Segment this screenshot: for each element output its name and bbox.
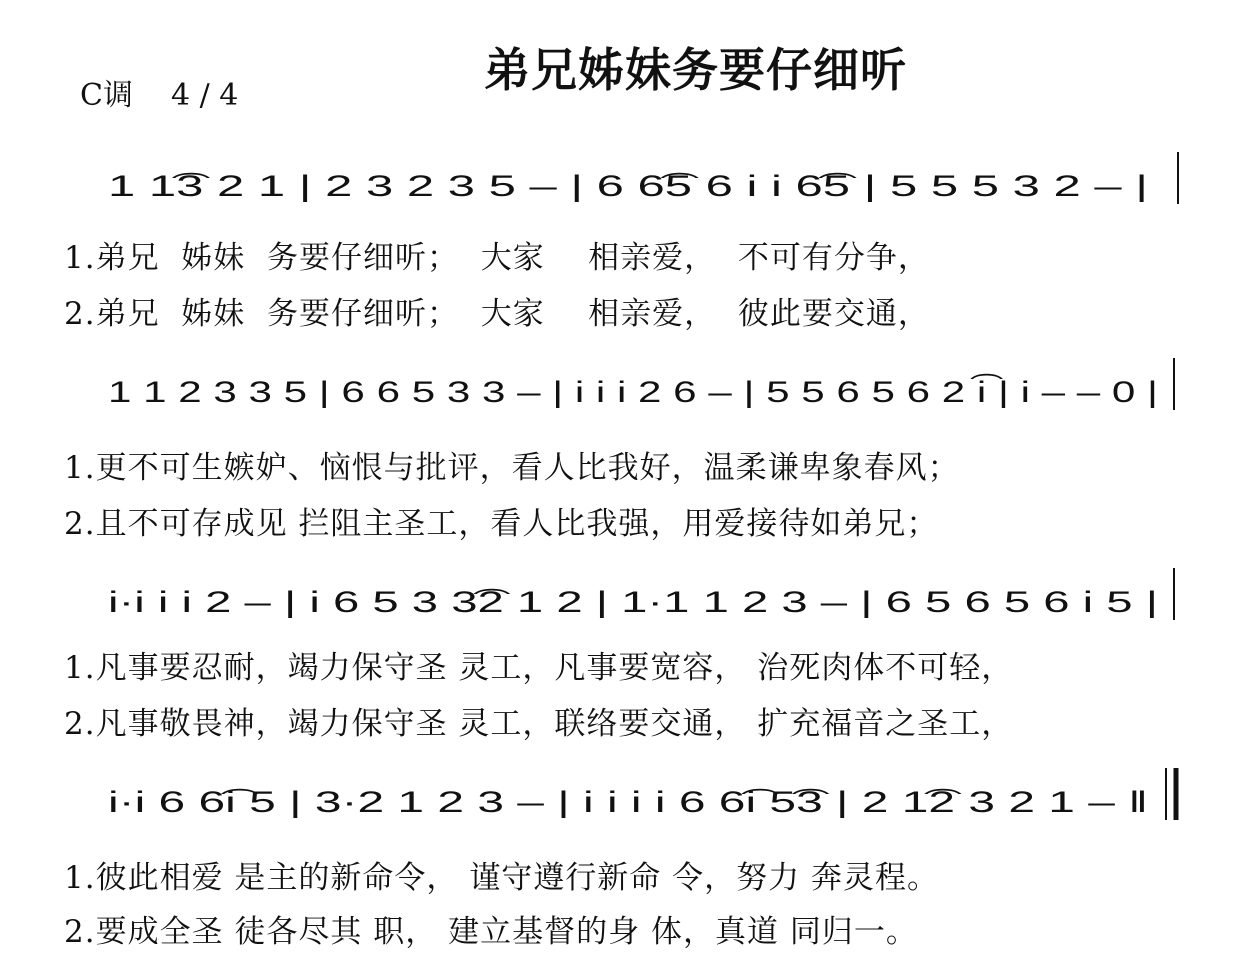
verse-text: 彼此相爱 是主的新命令， 谨守遵行新命 令，努力 奔灵程。 bbox=[95, 860, 939, 896]
notation-text: i·i i i 2 – | i 6 5 3 3͡2 1 2 | 1·1 1 2 3 – | 6 5 6 5 6 i 5 | bbox=[108, 586, 1158, 619]
verse-text: 要成全圣 徒各尽其 职， 建立基督的身 体，真道 同归一。 bbox=[95, 914, 918, 950]
verse-line bbox=[64, 442, 960, 487]
verse-text: 且不可存成见 拦阻主圣工，看人比我强，用爱接待如弟兄； bbox=[95, 506, 939, 542]
verse-number: 1. bbox=[64, 650, 96, 686]
verse-number: 1. bbox=[64, 860, 96, 896]
verse-number: 1. bbox=[64, 240, 96, 276]
verse-text: 凡事敬畏神，竭力保守圣 灵工，联络要交通， 扩充福音之圣工， bbox=[95, 706, 1014, 742]
verse-text: 弟兄 姊妹 务要仔细听； 大家 相亲爱， 彼此要交通， bbox=[95, 296, 930, 332]
key-signature: C调 bbox=[80, 78, 133, 113]
verse-number: 2. bbox=[64, 706, 96, 742]
verse-line bbox=[64, 906, 918, 951]
verse-text: 弟兄 姊妹 务要仔细听； 大家 相亲爱， 不可有分争， bbox=[95, 240, 930, 276]
verse-number: 2. bbox=[64, 296, 96, 332]
song-title: 弟兄姊妹务要仔细听 bbox=[484, 43, 907, 97]
verse-number: 1. bbox=[64, 450, 96, 486]
verse-number: 2. bbox=[64, 506, 96, 542]
verse-number: 2. bbox=[64, 914, 96, 950]
verse-line bbox=[64, 288, 930, 333]
verse-line bbox=[64, 698, 1013, 743]
verse-line bbox=[64, 498, 938, 543]
key-and-time-signature bbox=[80, 70, 238, 114]
verse-line bbox=[64, 852, 939, 897]
verse-text: 更不可生嫉妒、恼恨与批评，看人比我好，温柔谦卑象春风； bbox=[95, 450, 960, 486]
notation-text: 1 1͡3 2 1 | 2 3 2 3 5 – | 6 6͡5 6 i i 6͡5 | 5 5 5 3 2 – | bbox=[108, 170, 1148, 203]
verse-line bbox=[64, 642, 1013, 687]
notation-text: 1 1 2 3 3 5 | 6 6 5 3 3 – | i i i 2 6 – | 5 5 6 5 6 2 i͡ | i – – 0 | bbox=[108, 376, 856, 409]
verse-text: 凡事要忍耐，竭力保守圣 灵工，凡事要宽容， 治死肉体不可轻， bbox=[95, 650, 1014, 686]
verse-line bbox=[64, 232, 930, 277]
notation-text: i·i 6 6͡i 5 | 3·2 1 2 3 – | i i i i 6 6͡i 5͡3 | 2 1͡2 3 2 1 – ‖ bbox=[108, 786, 1148, 819]
time-signature: 4 / 4 bbox=[170, 78, 239, 113]
